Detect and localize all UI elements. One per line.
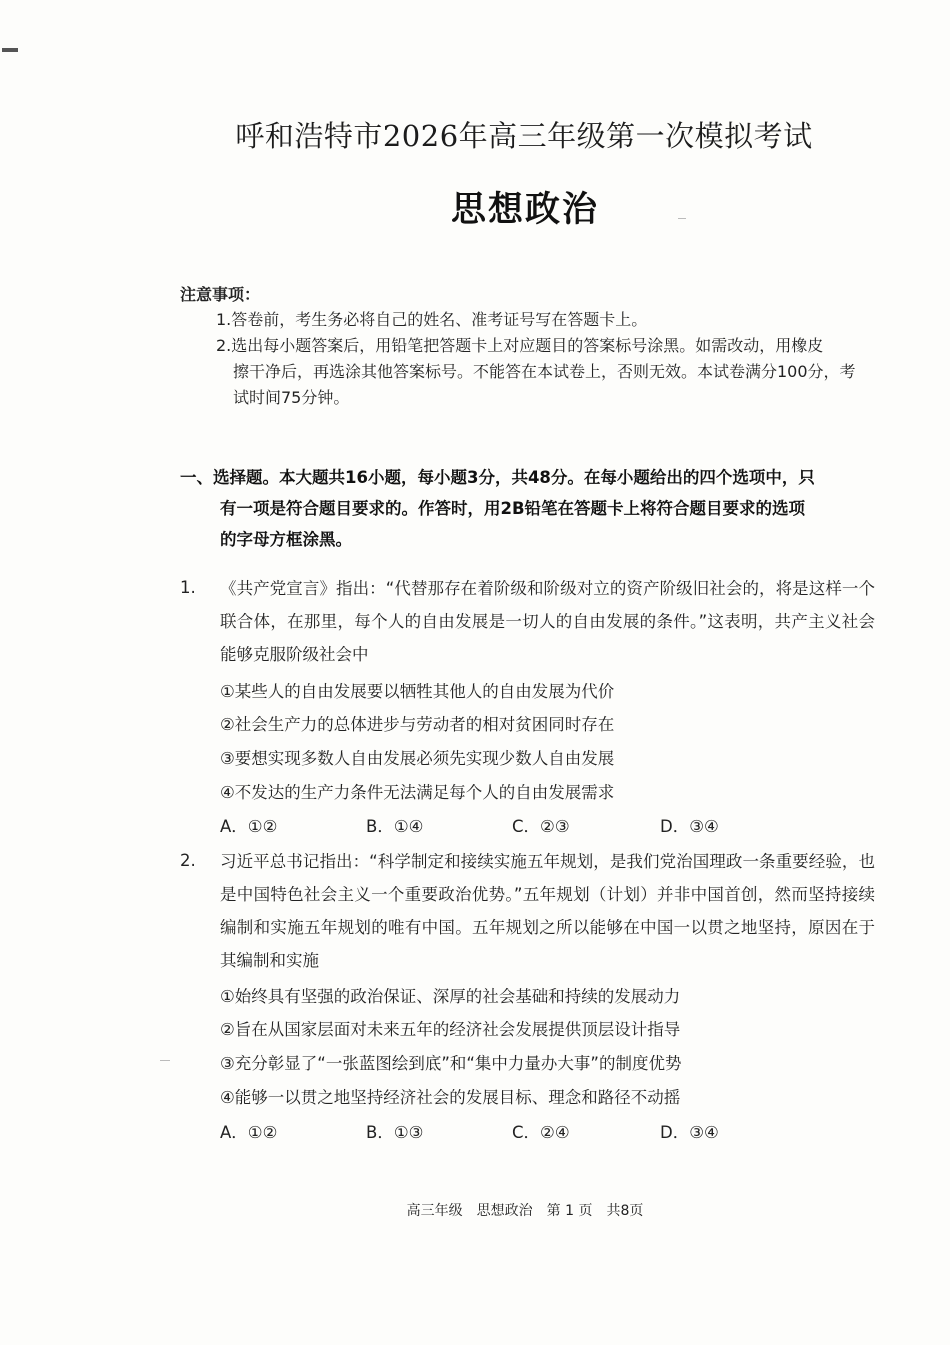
section-heading-line1: 一、选择题。本大题共16小题，每小题3分，共48分。在每小题给出的四个选项中，只: [180, 468, 815, 487]
scan-corner-mark: [2, 48, 18, 52]
question-1-number: 1.: [180, 578, 196, 597]
scan-speck: [160, 1060, 170, 1061]
question-2-option-3: ③充分彰显了“一张蓝图绘到底”和“集中力量办大事”的制度优势: [220, 1054, 682, 1073]
note-item-2-cont2: 试时间75分钟。: [233, 388, 350, 407]
question-2-choice-b: B．①③: [366, 1123, 424, 1142]
scan-speck: [678, 218, 686, 219]
section-heading-line2: 有一项是符合题目要求的。作答时，用2B铅笔在答题卡上将符合题目要求的选项: [220, 499, 806, 518]
question-2-choice-d: D．③④: [660, 1123, 719, 1142]
notes-heading: 注意事项：: [180, 285, 261, 304]
note-item-2-cont: 擦干净后，再选涂其他答案标号。不能答在本试卷上，否则无效。本试卷满分100分，考: [233, 362, 856, 381]
question-2-option-2: ②旨在从国家层面对未来五年的经济社会发展提供顶层设计指导: [220, 1020, 681, 1039]
question-1-option-3: ③要想实现多数人自由发展必须先实现少数人自由发展: [220, 749, 615, 768]
question-1-choice-d: D．③④: [660, 817, 719, 836]
question-2-option-1: ①始终具有坚强的政治保证、深厚的社会基础和持续的发展动力: [220, 987, 681, 1006]
subject-title: 思想政治: [450, 190, 599, 230]
question-1-option-4: ④不发达的生产力条件无法满足每个人的自由发展需求: [220, 783, 615, 802]
question-2-choice-a: A．①②: [220, 1123, 278, 1142]
page-footer: 高三年级 思想政治 第 1 页 共8页: [406, 1203, 644, 1219]
question-1-choice-b: B．①④: [366, 817, 424, 836]
question-1-choice-a: A．①②: [220, 817, 278, 836]
question-1-stem: 《共产党宣言》指出：“代替那存在着阶级和阶级对立的资产阶级旧社会的，将是这样一个联合体，在那里，每个人的自由发展是一切人的自由发展的条件。”这表明，共产主义社会能够克服阶级社会中: [220, 579, 875, 664]
note-item-2: 2.选出每小题答案后，用铅笔把答题卡上对应题目的答案标号涂黑。如需改动，用橡皮: [216, 336, 824, 355]
section-heading: [180, 462, 875, 555]
question-2-stem: 习近平总书记指出：“科学制定和接续实施五年规划，是我们党治国理政一条重要经验，也是中国特色社会主义一个重要政治优势。”五年规划（计划）并非中国首创，然而坚持接续编制和实施五年规划的唯有中国。五年规划之所以能够在中国一以贯之地坚持，原因在于其编制和实施: [220, 852, 875, 970]
question-2-option-4: ④能够一以贯之地坚持经济社会的发展目标、理念和路径不动摇: [220, 1088, 681, 1107]
question-1-choice-c: C．②③: [512, 817, 570, 836]
exam-title: 呼和浩特市2026年高三年级第一次模拟考试: [235, 119, 813, 153]
question-1-option-2: ②社会生产力的总体进步与劳动者的相对贫困同时存在: [220, 715, 615, 734]
note-item-1: 1.答卷前，考生务必将自己的姓名、准考证号写在答题卡上。: [216, 310, 648, 329]
question-2-choice-c: C．②④: [512, 1123, 570, 1142]
section-heading-line3: 的字母方框涂黑。: [220, 530, 352, 549]
question-1-option-1: ①某些人的自由发展要以牺牲其他人的自由发展为代价: [220, 682, 615, 701]
question-2-number: 2.: [180, 851, 196, 870]
